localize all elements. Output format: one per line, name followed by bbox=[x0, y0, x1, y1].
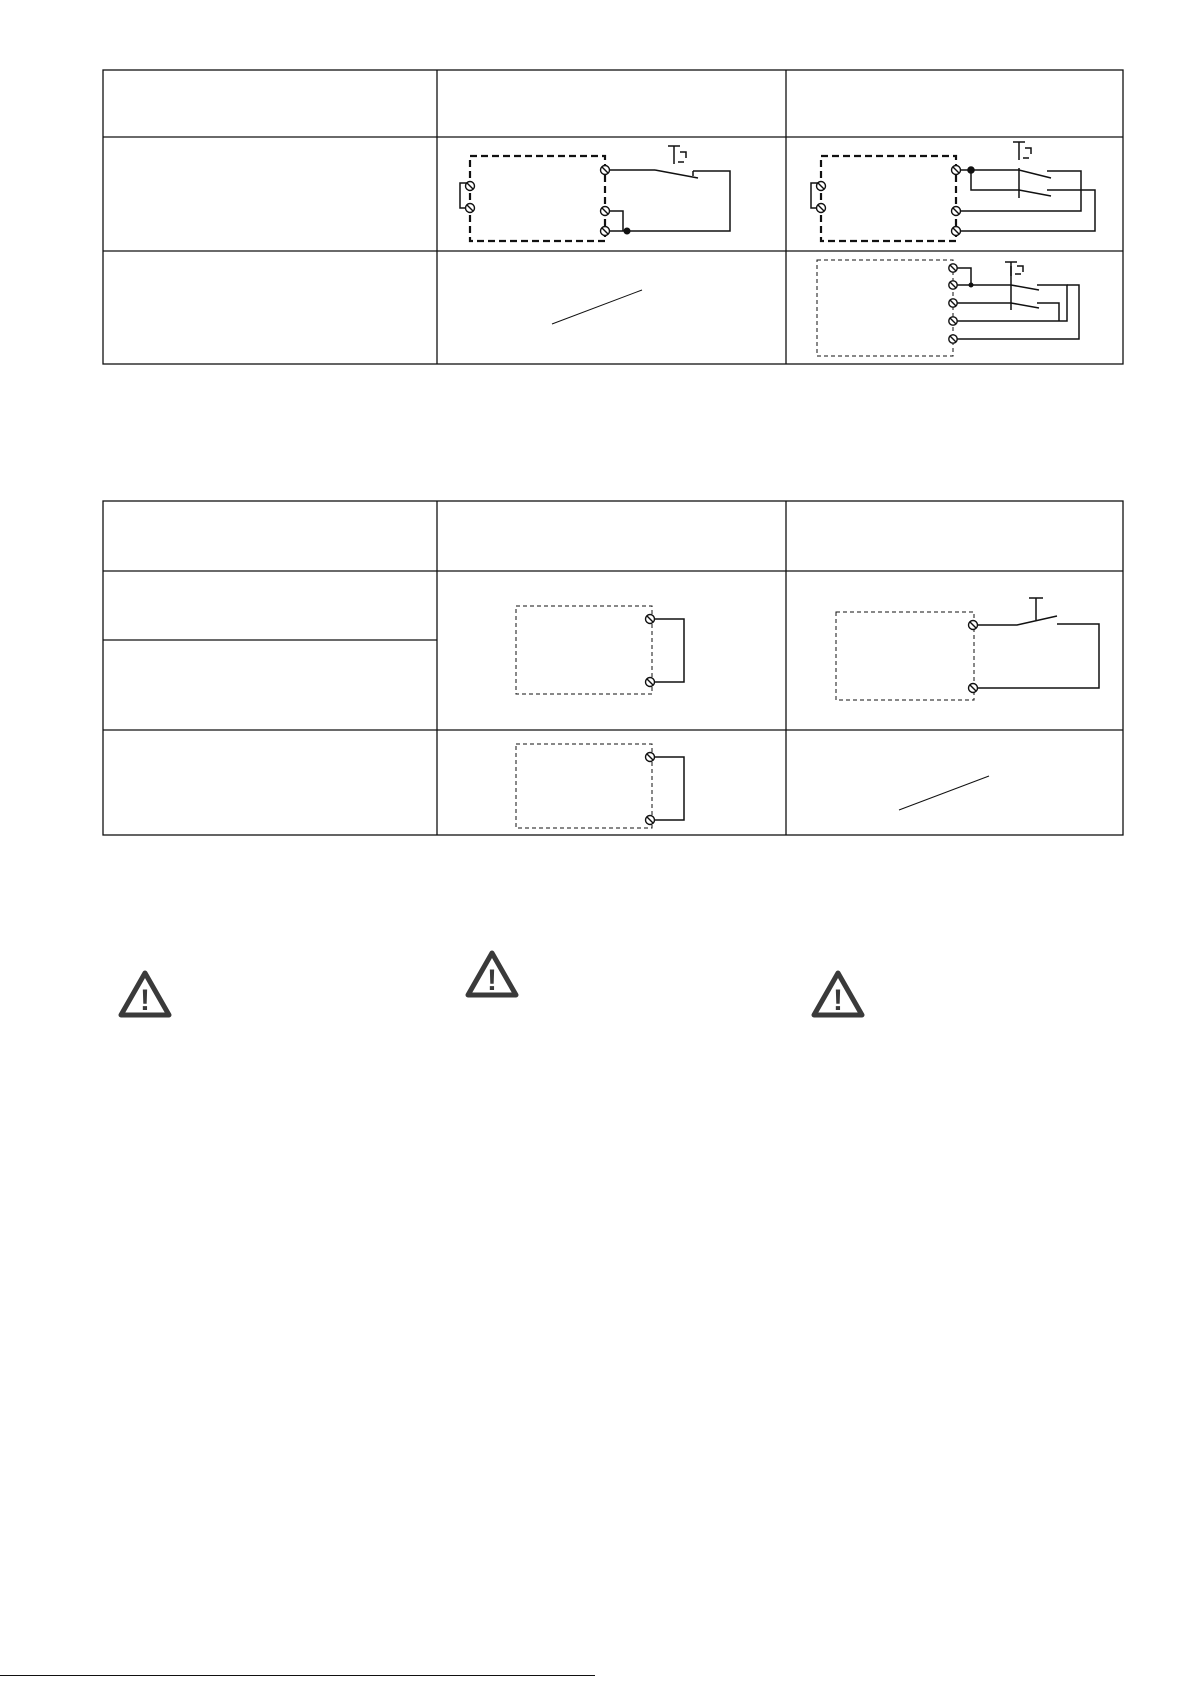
device-outline bbox=[817, 260, 953, 356]
jumper-wire bbox=[655, 757, 684, 820]
wire bbox=[610, 211, 623, 231]
terminal bbox=[646, 678, 655, 687]
terminal bbox=[949, 281, 957, 289]
diagram-t1-r1-c3 bbox=[789, 138, 1121, 250]
terminal bbox=[949, 317, 957, 325]
wire bbox=[957, 303, 1059, 321]
terminal bbox=[601, 227, 610, 236]
diagram-t1-r1-c2 bbox=[440, 138, 784, 250]
terminal bbox=[952, 207, 961, 216]
terminal bbox=[817, 204, 826, 213]
switch-blade bbox=[655, 170, 698, 178]
push-button-icon bbox=[1029, 598, 1043, 620]
terminal bbox=[646, 816, 655, 825]
terminal bbox=[949, 335, 957, 343]
device-outline bbox=[470, 156, 605, 241]
warning-mark: ! bbox=[140, 984, 150, 1017]
terminal bbox=[466, 182, 475, 191]
footnote-rule bbox=[0, 1675, 595, 1676]
diagram-t2-r1-c3 bbox=[789, 572, 1121, 729]
wire bbox=[978, 616, 1099, 688]
switch-actuator-icon bbox=[1013, 142, 1031, 160]
terminal bbox=[601, 166, 610, 175]
wire bbox=[610, 171, 730, 231]
terminal bbox=[466, 204, 475, 213]
terminal bbox=[969, 684, 978, 693]
terminal bbox=[952, 227, 961, 236]
terminal bbox=[817, 182, 826, 191]
warning-triangle-icon bbox=[463, 948, 521, 1000]
diagram-t1-r2-c3 bbox=[789, 252, 1121, 362]
device-outline bbox=[836, 612, 974, 700]
diagram-t2-r3-c2 bbox=[440, 732, 784, 834]
terminal bbox=[949, 299, 957, 307]
diagram-t2-r1-c2 bbox=[440, 572, 784, 729]
diagram-t2-r3-c3 bbox=[789, 732, 1121, 834]
not-applicable-mark bbox=[552, 290, 642, 324]
terminal bbox=[952, 166, 961, 175]
warning-triangle-icon bbox=[809, 968, 867, 1020]
wire bbox=[957, 268, 971, 285]
not-applicable-mark bbox=[899, 776, 989, 810]
terminal bbox=[601, 207, 610, 216]
device-outline bbox=[516, 606, 652, 694]
wire bbox=[957, 285, 1079, 339]
device-outline bbox=[821, 156, 956, 241]
warning-3 bbox=[809, 968, 867, 1020]
terminal bbox=[646, 615, 655, 624]
terminal bbox=[646, 753, 655, 762]
jumper-wire bbox=[655, 619, 684, 682]
terminal bbox=[969, 621, 978, 630]
warning-triangle-icon bbox=[116, 968, 174, 1020]
junction-dot bbox=[624, 228, 631, 235]
warning-2 bbox=[463, 948, 521, 1000]
switch-actuator-icon bbox=[1005, 262, 1023, 276]
switch-actuator-icon bbox=[668, 146, 686, 164]
warning-mark: ! bbox=[487, 964, 497, 997]
diagram-t1-r2-c2 bbox=[440, 252, 784, 362]
terminal bbox=[949, 264, 957, 272]
warning-1 bbox=[116, 968, 174, 1020]
warning-mark: ! bbox=[833, 984, 843, 1017]
device-outline bbox=[516, 744, 652, 828]
